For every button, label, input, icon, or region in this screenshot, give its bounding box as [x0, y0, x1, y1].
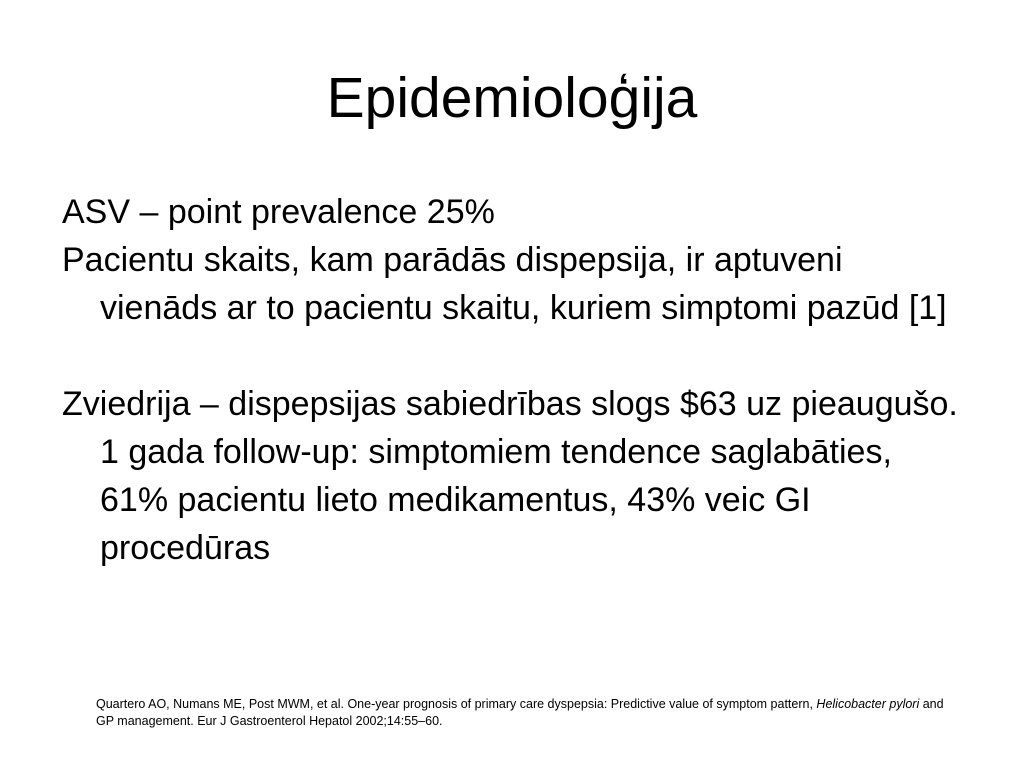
paragraph-sweden-burden: Zviedrija – dispepsijas sabiedrības slogs $63 uz pieaugušo. 1 gada follow-up: simptomiem tendence saglabāties, 61% pacientu lieto medikamentus, 43% veic GI procedūras — [62, 385, 958, 567]
reference-citation — [96, 696, 956, 730]
reference-text-part2: and GP management. Eur J Gastroenterol Hepatol 2002;14:55–60. — [96, 697, 944, 728]
slide-body — [62, 188, 962, 572]
paragraph-patient-count: Pacientu skaits, kam parādās dispepsija, ir aptuveni vienāds ar to pacientu skaitu, kuriem simptomi pazūd [1] — [62, 241, 947, 327]
paragraph-us-prevalence: ASV – point prevalence 25% — [62, 193, 495, 231]
slide-title: Epidemioloģija — [326, 66, 698, 130]
reference-italic-term: Helicobacter pylori — [816, 697, 920, 711]
reference-text-part1: Quartero AO, Numans ME, Post MWM, et al. One-year prognosis of primary care dyspepsia: Predictive value of symptom pattern, — [96, 697, 817, 711]
